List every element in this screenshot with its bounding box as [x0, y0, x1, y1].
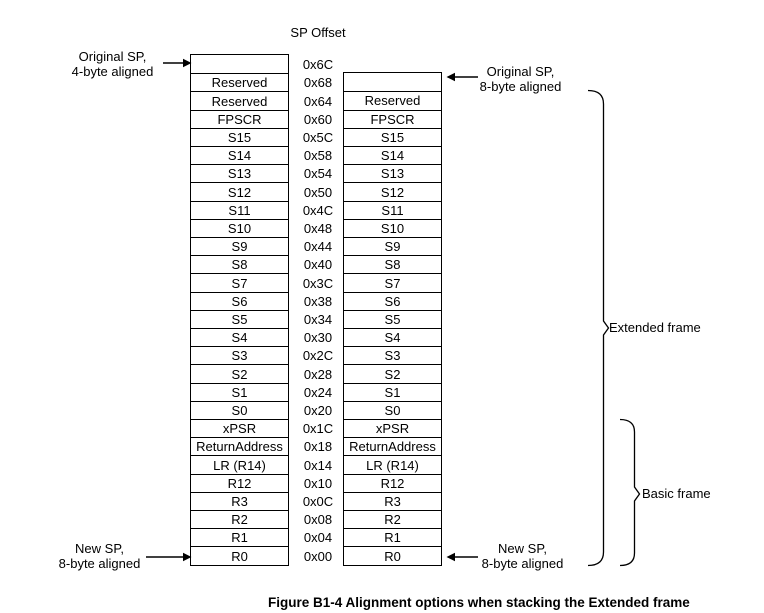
stack-cell: S3 [344, 346, 441, 364]
stack-cell: S13 [344, 164, 441, 182]
sp-offset-value: 0x24 [303, 384, 333, 400]
label-line: 4-byte aligned [71, 63, 154, 79]
stack-cell: S14 [344, 146, 441, 164]
stack-cell: S7 [344, 273, 441, 291]
stack-cell: S1 [344, 383, 441, 401]
stack-cell: R0 [344, 546, 441, 564]
stack-cell: LR (R14) [191, 455, 288, 473]
stack-cell: S2 [191, 364, 288, 382]
basic-frame-label: Basic frame [642, 486, 711, 501]
stack-cell [191, 55, 288, 73]
new-sp-8byte-left-label [37, 542, 162, 571]
sp-offset-value: 0x54 [303, 166, 333, 182]
label-line: Original SP, [486, 64, 555, 79]
label-line: Original SP, [78, 49, 147, 64]
arrowhead-original-sp-8byte [447, 73, 456, 81]
original-sp-4byte-label [50, 50, 175, 79]
stack-cell: S10 [344, 219, 441, 237]
stack-cell: S6 [344, 292, 441, 310]
stack-cell: S8 [191, 255, 288, 273]
sp-offset-value: 0x48 [303, 220, 333, 236]
stack-cell: R2 [191, 510, 288, 528]
stack-cell: xPSR [191, 419, 288, 437]
sp-offset-value: 0x10 [303, 475, 333, 491]
sp-offset-value: 0x34 [303, 311, 333, 327]
stack-cell: Reserved [191, 73, 288, 91]
stack-cell: S0 [191, 401, 288, 419]
sp-offset-value: 0x68 [303, 75, 333, 91]
stack-cell: R3 [344, 492, 441, 510]
stack-cell: FPSCR [344, 110, 441, 128]
original-sp-8byte-label [458, 65, 583, 94]
sp-offset-value: 0x3C [302, 275, 334, 291]
arrowhead-new-sp-right [447, 553, 456, 561]
label-line: 8-byte aligned [481, 555, 564, 571]
basic-frame-brace [620, 420, 640, 566]
stack-cell: R1 [344, 528, 441, 546]
stack-cell: R12 [344, 474, 441, 492]
stack-cell: S5 [191, 310, 288, 328]
stack-cell: ReturnAddress [191, 437, 288, 455]
stack-cell: S5 [344, 310, 441, 328]
sp-offset-value: 0x4C [302, 202, 334, 218]
sp-offset-value: 0x20 [303, 402, 333, 418]
stack-cell: S12 [344, 182, 441, 200]
stack-cell: S10 [191, 219, 288, 237]
stack-cell: xPSR [344, 419, 441, 437]
sp-offset-value: 0x1C [302, 421, 334, 437]
stack-cell: R12 [191, 474, 288, 492]
sp-offset-value: 0x38 [303, 293, 333, 309]
stack-cell: R1 [191, 528, 288, 546]
stack-cell: S8 [344, 255, 441, 273]
stack-cell: S7 [191, 273, 288, 291]
sp-offset-value: 0x0C [302, 493, 334, 509]
sp-offset-value: 0x08 [303, 512, 333, 528]
sp-offset-value: 0x04 [303, 530, 333, 546]
sp-offset-value: 0x58 [303, 148, 333, 164]
figure-caption: Figure B1-4 Alignment options when stacking the Extended frame [268, 595, 690, 610]
stack-cell: Reserved [344, 91, 441, 109]
extended-frame-label: Extended frame [609, 320, 701, 335]
sp-offset-value: 0x18 [303, 439, 333, 455]
stack-cell: S6 [191, 292, 288, 310]
sp-offset-heading: SP Offset [290, 25, 346, 40]
stack-cell: S1 [191, 383, 288, 401]
sp-offset-value: 0x64 [303, 93, 333, 109]
stack-cell: S4 [344, 328, 441, 346]
sp-offset-value: 0x28 [303, 366, 333, 382]
stack-cell: S0 [344, 401, 441, 419]
label-line: New SP, [75, 541, 124, 556]
sp-offset-value: 0x6C [302, 57, 334, 73]
sp-offset-value: 0x2C [302, 348, 334, 364]
stack-cell: FPSCR [191, 110, 288, 128]
sp-offset-value: 0x44 [303, 239, 333, 255]
stack-cell: R3 [191, 492, 288, 510]
sp-offset-value: 0x50 [303, 184, 333, 200]
new-sp-8byte-right-label [460, 542, 585, 571]
stack-cell: S2 [344, 364, 441, 382]
stack-cell: S9 [344, 237, 441, 255]
stack-cell: S15 [191, 128, 288, 146]
sp-offset-value: 0x00 [303, 548, 333, 564]
sp-offset-value: 0x5C [302, 129, 334, 145]
stack-cell: S14 [191, 146, 288, 164]
stack-cell: ReturnAddress [344, 437, 441, 455]
stack-cell: S11 [191, 201, 288, 219]
stack-cell: R2 [344, 510, 441, 528]
stack-cell: S11 [344, 201, 441, 219]
sp-offset-value: 0x30 [303, 330, 333, 346]
sp-offset-value: 0x40 [303, 257, 333, 273]
stack-cell [344, 73, 441, 91]
stack-cell: S13 [191, 164, 288, 182]
stack-cell: S3 [191, 346, 288, 364]
stack-table-4byte-aligned [190, 54, 289, 566]
sp-offset-value: 0x60 [303, 111, 333, 127]
label-line: New SP, [498, 541, 547, 556]
sp-offset-value: 0x14 [303, 457, 333, 473]
stack-cell: S4 [191, 328, 288, 346]
extended-frame-brace [588, 91, 609, 566]
stack-cell: LR (R14) [344, 455, 441, 473]
stack-cell: R0 [191, 546, 288, 564]
stack-cell: S15 [344, 128, 441, 146]
stack-cell: S12 [191, 182, 288, 200]
sp-offset-column [292, 56, 344, 566]
stack-table-8byte-aligned [343, 72, 442, 565]
stack-cell: Reserved [191, 91, 288, 109]
label-line: 8-byte aligned [58, 555, 141, 571]
stack-cell: S9 [191, 237, 288, 255]
label-line: 8-byte aligned [479, 78, 562, 94]
